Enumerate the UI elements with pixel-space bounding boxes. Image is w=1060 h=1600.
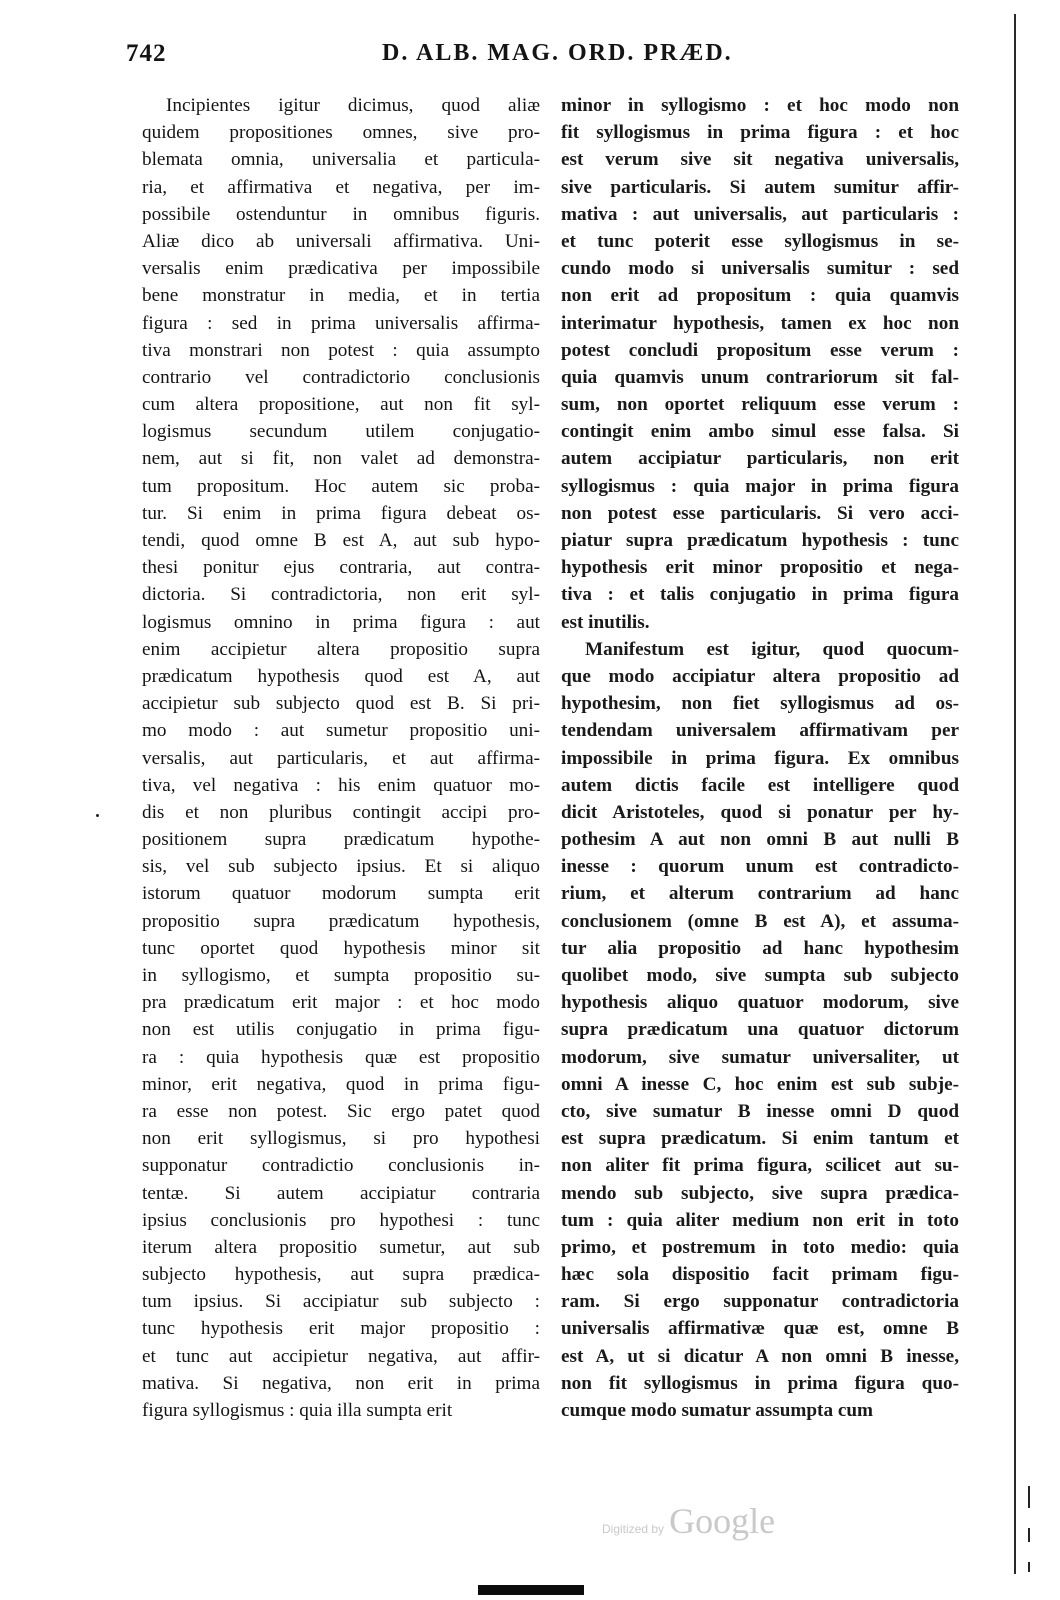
text-line: mo modo : aut sumetur propositio uni-: [142, 720, 540, 742]
text-line: versalis enim prædicativa per impossibile: [142, 258, 540, 280]
text-line: dis et non pluribus contingit accipi pro-: [142, 801, 540, 823]
scan-speck: [96, 814, 99, 817]
text-line: tunc hypothesis erit major propositio :: [142, 1318, 540, 1340]
text-line: contrario vel contradictorio conclusionis: [142, 366, 540, 388]
text-line: bene monstratur in media, et in tertia: [142, 285, 540, 307]
text-line: figura syllogismus : quia illa sumpta erit: [142, 1400, 453, 1421]
text-line: fit syllogismus in prima figura : et hoc: [561, 122, 959, 144]
text-line: non potest esse particularis. Si vero acci-: [561, 502, 959, 524]
page-number: 742: [126, 40, 167, 67]
text-line: thesi ponitur ejus contraria, aut contra-: [142, 557, 540, 579]
text-line: non fit syllogismus in prima figura quo-: [561, 1372, 959, 1394]
text-line: est verum sive sit negativa universalis,: [561, 149, 959, 171]
page-edge-line: [1014, 14, 1016, 1574]
text-line: contingit enim ambo simul esse falsa. Si: [561, 421, 959, 443]
text-line: tum : quia aliter medium non erit in toto: [561, 1209, 959, 1231]
text-line: mativa. Si negativa, non erit in prima: [142, 1372, 540, 1394]
text-line: tendi, quod omne B est A, aut sub hypo-: [142, 530, 540, 551]
text-line: figura : sed in prima universalis affirma-: [142, 312, 540, 334]
digitized-by-google-watermark: [602, 1500, 822, 1544]
text-line: non erit ad propositum : quia quamvis: [561, 285, 959, 307]
text-line: hypothesis erit minor propositio et nega-: [561, 557, 959, 579]
text-line: omni A inesse C, hoc enim est sub subje-: [561, 1073, 959, 1095]
text-line: primo, et postremum in toto medio: quia: [561, 1236, 959, 1258]
text-line: non aliter fit prima figura, scilicet aut su-: [561, 1155, 959, 1177]
page-edge-mark: [1028, 1486, 1030, 1508]
text-line: propositio supra prædicatum hypothesis,: [142, 910, 540, 932]
text-line: quolibet modo, sive sumpta sub subjecto: [561, 965, 959, 986]
text-line: quidem propositiones omnes, sive pro-: [142, 122, 540, 144]
text-line: mendo sub subjecto, sive supra prædica-: [561, 1182, 959, 1204]
text-line: piatur supra prædicatum hypothesis : tunc: [561, 530, 959, 551]
text-line: sum, non oportet reliquum esse verum :: [561, 394, 959, 416]
text-line: cundo modo si universalis sumitur : sed: [561, 258, 959, 280]
text-line: cumque modo sumatur assumpta cum: [561, 1400, 874, 1421]
text-line: est supra prædicatum. Si enim tantum et: [561, 1128, 959, 1150]
text-line: tiva : et talis conjugatio in prima figura: [561, 584, 959, 606]
text-line: tiva, vel negativa : his enim quatuor mo-: [142, 774, 540, 796]
text-line: istorum quatuor modorum sumpta erit: [142, 883, 540, 905]
text-line: autem dictis facile est intelligere quod: [561, 774, 959, 796]
right-text-column: [561, 92, 959, 1424]
text-line: in syllogismo, et sumpta propositio su-: [142, 965, 540, 986]
text-line: tur. Si enim in prima figura debeat os-: [142, 502, 540, 524]
text-line: ra : quia hypothesis quæ est propositio: [142, 1046, 540, 1068]
text-line: nem, aut si fit, non valet ad demonstra-: [142, 448, 540, 470]
text-line: ra esse non potest. Sic ergo patet quod: [142, 1100, 540, 1122]
text-line: Aliæ dico ab universali affirmativa. Uni-: [142, 230, 540, 252]
text-line: tum propositum. Hoc autem sic proba-: [142, 475, 540, 497]
text-line: cum altera propositione, aut non fit syl-: [142, 394, 540, 416]
digitized-by-label: Digitized by: [602, 1522, 665, 1536]
text-line: et tunc poterit esse syllogismus in se-: [561, 230, 959, 252]
text-line: prædicatum hypothesis quod est A, aut: [142, 665, 540, 687]
text-line: est inutilis.: [561, 611, 650, 633]
text-line: mativa : aut universalis, aut particularis :: [561, 203, 959, 225]
text-line: ria, et affirmativa et negativa, per im-: [142, 176, 540, 198]
text-line: inesse : quorum unum est contradicto-: [561, 856, 959, 878]
text-line: hypothesis aliquo quatuor modorum, sive: [561, 992, 959, 1014]
text-line: non erit syllogismus, si pro hypothesi: [142, 1128, 540, 1150]
text-line: supponatur contradictio conclusionis in-: [142, 1155, 540, 1177]
text-line: accipietur sub subjecto quod est B. Si pri-: [142, 693, 540, 715]
text-line: tentæ. Si autem accipiatur contraria: [142, 1182, 540, 1204]
text-line: que modo accipiatur altera propositio ad: [561, 665, 959, 687]
text-line: potest concludi propositum esse verum :: [561, 339, 959, 361]
text-line: pra prædicatum erit major : et hoc modo: [142, 992, 540, 1014]
text-line: syllogismus : quia major in prima figura: [561, 475, 959, 497]
text-line: possibile ostenduntur in omnibus figuris.: [142, 203, 540, 225]
text-line: minor, erit negativa, quod in prima figu-: [142, 1073, 540, 1095]
text-line: Manifestum est igitur, quod quocum-: [585, 638, 959, 660]
text-line: sis, vel sub subjecto ipsius. Et si aliquo: [142, 856, 540, 878]
text-line: hypothesim, non fiet syllogismus ad os-: [561, 693, 959, 715]
text-line: universalis affirmativæ quæ est, omne B: [561, 1318, 959, 1340]
text-line: rium, et alterum contrarium ad hanc: [561, 883, 959, 905]
running-head: D. ALB. MAG. ORD. PRÆD.: [382, 40, 733, 66]
text-line: cto, sive sumatur B inesse omni D quod: [561, 1100, 959, 1122]
text-line: sive particularis. Si autem sumitur affir-: [561, 176, 959, 198]
text-line: non est utilis conjugatio in prima figu-: [142, 1019, 540, 1041]
text-line: logismus omnino in prima figura : aut: [142, 611, 540, 633]
text-line: enim accipietur altera propositio supra: [142, 638, 540, 660]
text-line: minor in syllogismo : et hoc modo non: [561, 95, 959, 116]
text-line: quia quamvis unum contrariorum sit fal-: [561, 366, 959, 388]
text-line: est A, ut si dicatur A non omni B inesse,: [561, 1345, 959, 1367]
text-line: interimatur hypothesis, tamen ex hoc non: [561, 312, 959, 334]
text-line: pothesim A aut non omni B aut nulli B: [561, 829, 959, 851]
text-line: ram. Si ergo supponatur contradictoria: [561, 1291, 959, 1313]
text-line: tunc oportet quod hypothesis minor sit: [142, 937, 540, 959]
text-line: iterum altera propositio sumetur, aut sub: [142, 1236, 540, 1258]
text-line: supra prædicatum una quatuor dictorum: [561, 1019, 959, 1041]
text-line: autem accipiatur particularis, non erit: [561, 448, 959, 470]
page-header: [0, 40, 1060, 80]
text-line: positionem supra prædicatum hypothe-: [142, 829, 540, 851]
text-line: et tunc aut accipietur negativa, aut affir-: [142, 1345, 540, 1367]
page-edge-mark: [1028, 1528, 1030, 1542]
text-line: dicit Aristoteles, quod si ponatur per hy-: [561, 801, 959, 823]
text-line: subjecto hypothesis, aut supra prædica-: [142, 1264, 540, 1286]
text-line: tendendam universalem affirmativam per: [561, 720, 959, 742]
page-edge-mark: [1028, 1562, 1030, 1572]
text-line: logismus secundum utilem conjugatio-: [142, 421, 540, 443]
text-line: hæc sola dispositio facit primam figu-: [561, 1264, 959, 1286]
text-line: ipsius conclusionis pro hypothesi : tunc: [142, 1209, 540, 1231]
text-line: tum ipsius. Si accipiatur sub subjecto :: [142, 1291, 540, 1313]
text-line: tiva monstrari non potest : quia assumpto: [142, 339, 540, 361]
text-line: tur alia propositio ad hanc hypothesim: [561, 937, 959, 959]
text-line: conclusionem (omne B est A), et assuma-: [561, 910, 959, 932]
text-line: modorum, sive sumatur universaliter, ut: [561, 1046, 959, 1068]
text-line: blemata omnia, universalia et particula-: [142, 149, 540, 171]
left-text-column: [142, 92, 540, 1424]
text-line: dictoria. Si contradictoria, non erit syl-: [142, 584, 540, 606]
text-line: impossibile in prima figura. Ex omnibus: [561, 747, 959, 769]
text-line: Incipientes igitur dicimus, quod aliæ: [166, 95, 540, 116]
google-logo-text: Google: [669, 1501, 776, 1541]
text-line: versalis, aut particularis, et aut affirma-: [142, 747, 540, 769]
scan-bottom-bar: [478, 1585, 584, 1595]
